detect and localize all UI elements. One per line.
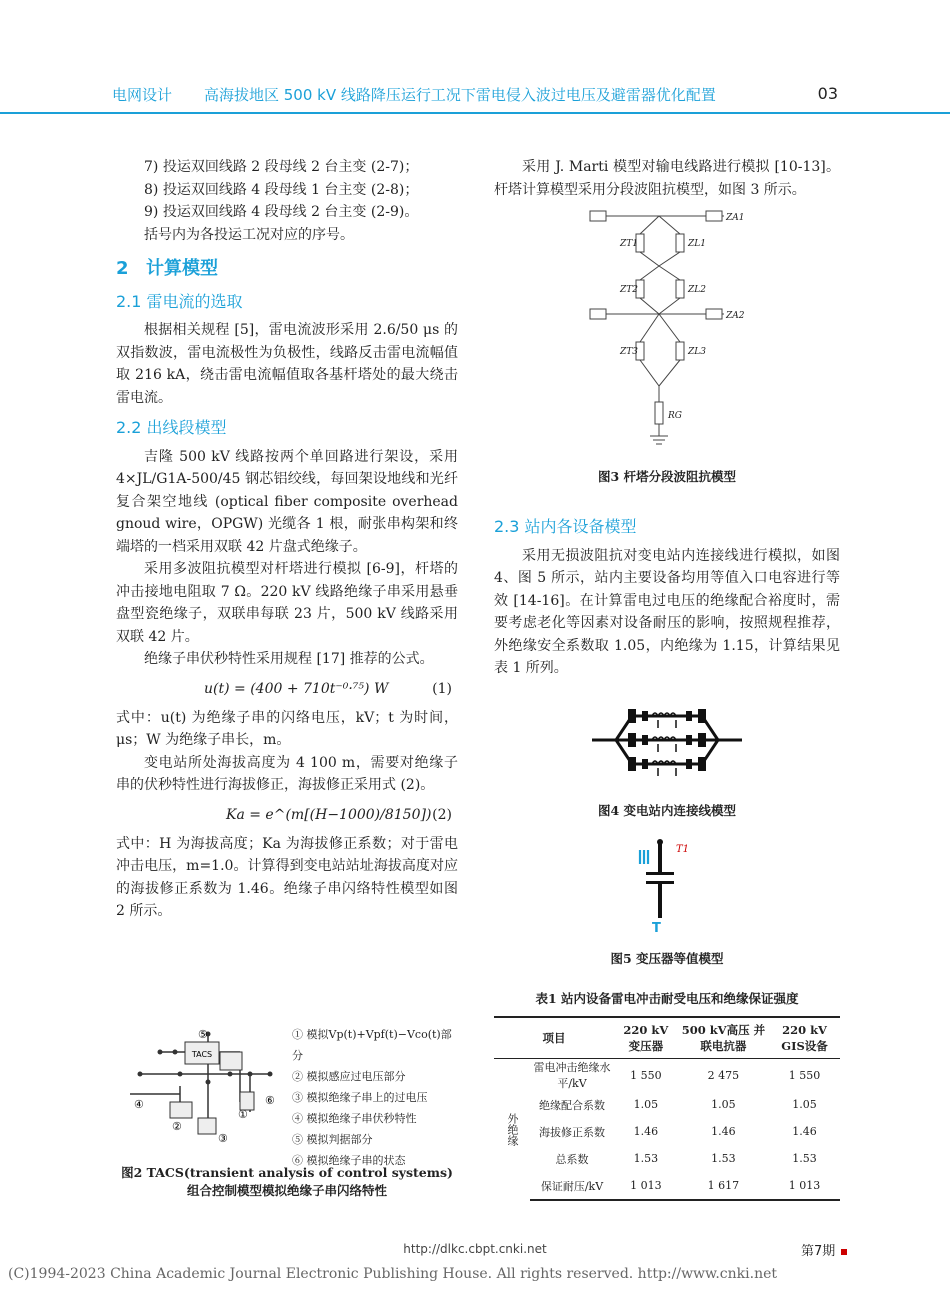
paragraph: 采用多波阻抗模型对杆塔进行模拟 [6-9]，杆塔的冲击接地电阻取 7 Ω。220 kV 线路绝缘子串采用悬垂盘型瓷绝缘子，双联串每联 23 片，500 kV 线路采用双联 42 片。 — [116, 561, 458, 645]
figure-2-caption: 图2 TACS(transient analysis of control systems)组合控制模型模拟绝缘子串闪络特性 — [121, 1165, 453, 1198]
list-note: 括号内为各投运工况对应的序号。 — [144, 226, 354, 243]
marker-3: ③ — [218, 1132, 228, 1145]
table-cell: 1.05 — [711, 1098, 736, 1111]
figure-3-tower-model — [584, 204, 774, 454]
label-zl1: ZL1 — [688, 239, 706, 249]
marker-6: ⑥ — [265, 1094, 275, 1107]
tacs-circuit-diagram — [120, 1022, 285, 1150]
paragraph: 式中：u(t) 为绝缘子串的闪络电压，kV；t 为时间，μs；W 为绝缘子串长，m。 — [116, 709, 458, 748]
equation-number: (1) — [432, 680, 452, 697]
figure-2 — [120, 1022, 460, 1167]
legend-item: ③ 模拟绝缘子串上的过电压 — [292, 1091, 428, 1104]
section-number: 2 — [116, 258, 129, 279]
marker-2: ② — [172, 1120, 182, 1133]
table-cell: 1.46 — [792, 1125, 817, 1138]
paragraph: 绝缘子串伏秒特性采用规程 [17] 推荐的公式。 — [144, 651, 434, 667]
table-cell: 2 475 — [707, 1068, 740, 1082]
table-cell: 海拔修正系数 — [539, 1125, 605, 1139]
label-zt2: ZT2 — [620, 285, 638, 295]
legend-item: ① 模拟Vp(t)+Vpf(t)−Vco(t)部分 — [292, 1028, 452, 1062]
header-transformer: 220 kV 变压器 — [614, 1017, 678, 1059]
list-item: 9) 投运双回线路 4 段母线 2 台主变 (2-9)。 — [144, 204, 419, 220]
table-1-caption: 表1 站内设备雷电冲击耐受电压和绝缘保证强度 — [535, 991, 799, 1006]
list-item: 7) 投运双回线路 2 段母线 2 台主变 (2-7)； — [144, 159, 419, 175]
figure-3-caption: 图3 杆塔分段波阻抗模型 — [597, 469, 737, 484]
issue-label: 第7期 — [801, 1244, 836, 1259]
header-item: 项目 — [494, 1017, 614, 1059]
table-row — [494, 1172, 840, 1200]
table-row — [494, 1059, 840, 1092]
legend-item: ④ 模拟绝缘子串伏秒特性 — [292, 1112, 417, 1125]
label-za1: ZA1 — [726, 213, 745, 223]
paragraph: 式中：H 为海拔高度；Ka 为海拔修正系数；对于雷电冲击电压，m=1.0。计算得到变电站站址海拔高度对应的海拔修正系数为 1.46。绝缘子串闪络特性模型如图 2 所示。 — [116, 835, 458, 919]
label-zt3: ZT3 — [620, 347, 638, 357]
table-cell: 绝缘配合系数 — [539, 1098, 605, 1112]
legend-item: ② 模拟感应过电压部分 — [292, 1070, 406, 1083]
table-cell: 总系数 — [555, 1152, 589, 1166]
table-cell: 1 550 — [630, 1068, 662, 1082]
equation-1 — [116, 674, 458, 704]
header-gis: 220 kV GIS设备 — [769, 1017, 840, 1059]
table-row — [494, 1091, 840, 1118]
figure-2-legend — [292, 1024, 460, 1171]
left-column — [116, 156, 458, 923]
table-header-row — [494, 1017, 840, 1059]
equation-body: Ka = e^(m[(H−1000)/8150]) — [226, 806, 432, 823]
table-cell: 保证耐压/kV — [530, 1172, 614, 1200]
table-cell: 1.05 — [633, 1098, 659, 1111]
figure-4-connection-model — [592, 700, 742, 784]
marker-1: ① — [238, 1108, 248, 1121]
group-label: 外绝缘 — [506, 1113, 519, 1146]
table-cell: 1.53 — [633, 1152, 659, 1165]
equation-body: u(t) = (400 + 710t⁻⁰·⁷⁵) W — [204, 680, 389, 697]
marker-4: ④ — [134, 1098, 144, 1111]
header-rule — [0, 112, 950, 114]
issue-number — [801, 1240, 847, 1259]
page-number: 03 — [817, 84, 838, 103]
section-title: 计算模型 — [146, 258, 218, 279]
paragraph: 采用 J. Marti 模型对输电线路进行模拟 [10-13]。杆塔计算模型采用分段波阻抗模型，如图 3 所示。 — [494, 159, 840, 198]
equation-2 — [116, 800, 458, 830]
legend-item: ⑤ 模拟判据部分 — [292, 1133, 373, 1146]
table-row — [494, 1145, 840, 1172]
paragraph: 根据相关规程 [5]，雷电流波形采用 2.6/50 μs 的双指数波，雷电流极性为负极性，线路反击雷电流幅值取 216 kA，绕击雷电流幅值取各基杆塔处的最大绕击雷电流。 — [116, 322, 458, 406]
table-cell: 1.46 — [633, 1125, 659, 1138]
table-cell: 1.05 — [792, 1098, 817, 1111]
footer-url[interactable]: http://dlkc.cbpt.cnki.net — [403, 1242, 547, 1256]
table-cell: 1 550 — [788, 1068, 821, 1082]
paragraph: 吉隆 500 kV 线路按两个单回路进行架设，采用 4×JL/G1A-500/45 钢芯铝绞线，每回架设地线和光纤复合架空地线 (optical fiber composite overhead gnoud wire，OPGW) 光缆各 1 根，耐张串构架和终端塔的一档采用双联 42 片盘式绝缘子。 — [116, 448, 458, 555]
issue-marker — [841, 1249, 847, 1255]
subsection-heading: 2.1 雷电流的选取 — [116, 291, 243, 311]
subsection-heading: 2.2 出线段模型 — [116, 418, 227, 437]
label-zl2: ZL2 — [688, 285, 706, 295]
label-zt1: ZT1 — [620, 239, 638, 249]
journal-section: 电网设计 — [112, 86, 173, 104]
paragraph: 采用无损波阻抗对变电站内连接线进行模拟，如图 4、图 5 所示，站内主要设备均用等值入口电容进行等效 [14-16]。在计算雷电过电压的绝缘配合裕度时，需要考虑老化等因素对设备耐压的影响，按照规程推荐，外绝缘安全系数取 1.05，内绝缘为 1.15，计算结果见表 1 所列。 — [494, 547, 840, 676]
label-za2: ZA2 — [726, 311, 745, 321]
t-label: T — [652, 921, 661, 934]
table-cell: 1.53 — [792, 1152, 817, 1165]
table-cell: 1.46 — [711, 1125, 736, 1138]
table-cell: 雷电冲击绝缘水平/kV — [533, 1061, 611, 1090]
right-column-middle — [494, 508, 840, 680]
marker-5: ⑤ — [198, 1028, 208, 1041]
table-cell: 1 617 — [678, 1172, 769, 1200]
figure-4-caption: 图4 变电站内连接线模型 — [597, 803, 737, 818]
list-item: 8) 投运双回线路 4 段母线 1 台主变 (2-8)； — [144, 181, 419, 198]
article-title: 高海拔地区 500 kV 线路降压运行工况下雷电侵入波过电压及避雷器优化配置 — [204, 86, 716, 104]
figure-5-transformer-model — [630, 838, 710, 934]
subsection-heading: 2.3 站内各设备模型 — [494, 517, 637, 536]
table-row — [494, 1118, 840, 1145]
equation-number: (2) — [432, 806, 452, 823]
label-rg: RG — [668, 411, 682, 421]
right-column-top — [494, 156, 840, 201]
label-zl3: ZL3 — [688, 347, 706, 357]
table-cell: 1 013 — [614, 1172, 678, 1200]
copyright-notice: (C)1994-2023 China Academic Journal Electronic Publishing House. All rights reserved. http://www.cnki.net — [8, 1266, 778, 1282]
section-heading — [116, 258, 458, 281]
figure-5-caption: 图5 变压器等值模型 — [610, 951, 724, 966]
paragraph: 变电站所处海拔高度为 4 100 m，需要对绝缘子串的伏秒特性进行海拔修正，海拔修正采用式 (2)。 — [116, 754, 458, 793]
header-reactor: 500 kV高压 并联电抗器 — [678, 1017, 769, 1059]
table-cell: 1 013 — [769, 1172, 840, 1200]
t1-label: T1 — [676, 844, 690, 855]
tacs-label: TACS — [191, 1050, 213, 1059]
running-header — [112, 84, 838, 108]
table-cell: 1.53 — [711, 1152, 736, 1165]
legend-item: ⑥ 模拟绝缘子串的状态 — [292, 1154, 406, 1167]
table-1 — [494, 1016, 840, 1201]
